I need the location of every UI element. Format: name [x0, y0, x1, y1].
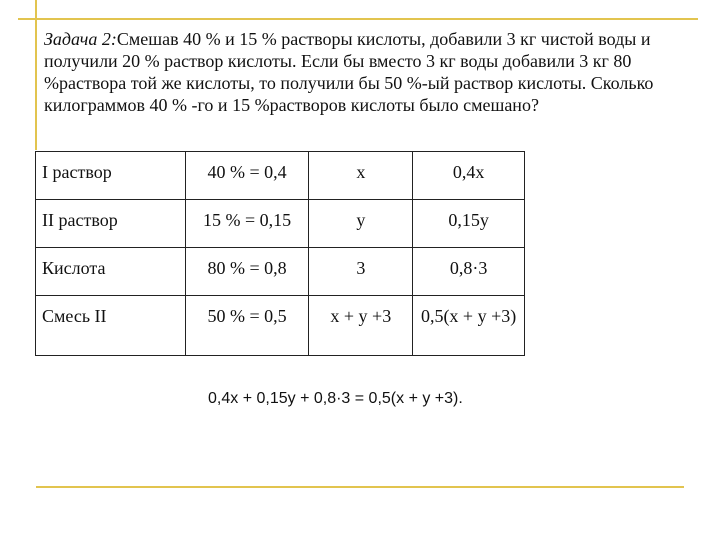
equation: 0,4x + 0,15y + 0,8·3 = 0,5(x + y +3). — [208, 390, 463, 407]
table-cell: 40 % = 0,4 — [185, 152, 309, 200]
table-cell: II раствор — [36, 200, 186, 248]
table-cell: Кислота — [36, 248, 186, 296]
left-accent-line — [35, 0, 37, 150]
table-row — [36, 200, 525, 248]
table-cell: x — [309, 152, 413, 200]
table-cell: Смесь II — [36, 296, 186, 356]
table-cell: 0,15y — [413, 200, 525, 248]
table-cell: 0,8·3 — [413, 248, 525, 296]
table-cell: 50 % = 0,5 — [185, 296, 309, 356]
table-cell: x + y +3 — [309, 296, 413, 356]
solution-table — [35, 151, 525, 356]
bottom-accent-line — [36, 486, 684, 488]
table-cell: I раствор — [36, 152, 186, 200]
table-row — [36, 296, 525, 356]
table-cell: y — [309, 200, 413, 248]
table-row — [36, 248, 525, 296]
problem-label: Задача 2: — [44, 29, 117, 49]
table-row — [36, 152, 525, 200]
table-cell: 80 % = 0,8 — [185, 248, 309, 296]
table-cell: 3 — [309, 248, 413, 296]
table-cell: 0,5(x + y +3) — [413, 296, 525, 356]
top-accent-line — [18, 18, 698, 20]
table-cell: 0,4x — [413, 152, 525, 200]
problem-statement — [44, 28, 694, 116]
table-cell: 15 % = 0,15 — [185, 200, 309, 248]
problem-text: Смешав 40 % и 15 % растворы кислоты, добавили 3 кг чистой воды и получили 20 % раствор кислоты. Если бы вместо 3 кг воды добавили 3 кг 80 %раствора той же кислоты, то получили бы 50 %-ый раствор кислоты. Сколько килограммов 40 % -го и 15 %растворов кислоты было смешано? — [44, 29, 654, 115]
